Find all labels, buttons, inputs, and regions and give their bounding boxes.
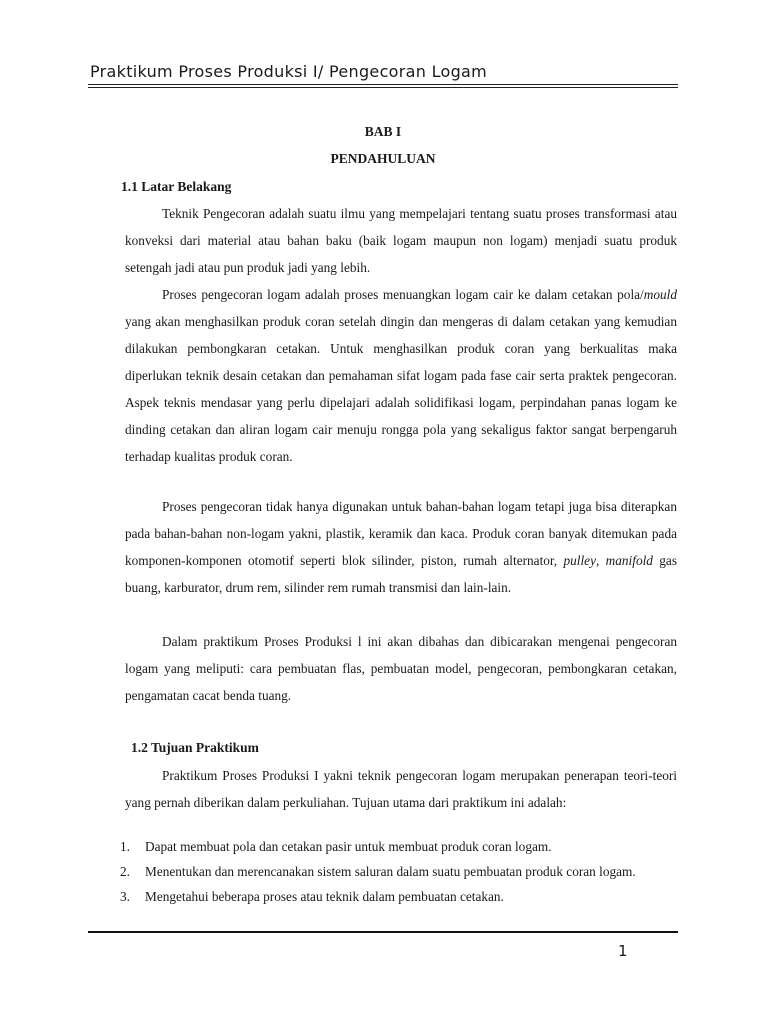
list-item — [120, 884, 678, 909]
running-header: Praktikum Proses Produksi I/ Pengecoran Logam — [90, 62, 488, 81]
chapter-label: BAB I — [364, 124, 402, 139]
header-rule-top — [88, 84, 678, 85]
footer-rule — [88, 931, 678, 933]
paragraph-tujuan: Praktikum Proses Produksi I yakni teknik pengecoran logam merupakan penerapan teori-teori yang pernah diberikan dalam perkuliahan. Tujuan utama dari praktikum ini adalah: — [125, 768, 677, 810]
section-heading-tujuan-praktikum: 1.2 Tujuan Praktikum — [131, 740, 259, 755]
italic-term-mould: mould — [643, 287, 677, 302]
paragraph-text: yang akan menghasilkan produk coran setelah dingin dan mengeras di dalam cetakan yang kemudian dilakukan pembongkaran cetakan. Untuk menghasilkan produk coran yang berkualitas maka diperlukan teknik desain cetakan dan pemahaman sifat logam pada fase cair serta praktek pengecoran. Aspek teknis mendasar yang perlu dipelajari adalah solidifikasi logam, perpindahan panas logam ke dinding cetakan dan aliran logam cair menuju rongga pola yang sekaligus faktor sangat berpengaruh terhadap kualitas produk coran. — [125, 314, 677, 464]
page-number: 1 — [618, 942, 628, 960]
objectives-list — [120, 834, 678, 909]
paragraph-text: , — [595, 553, 606, 568]
italic-term-pulley: pulley — [563, 553, 596, 568]
paragraph-text: Proses pengecoran logam adalah proses menuangkan logam cair ke dalam cetakan pola/ — [162, 287, 644, 302]
paragraph-teknik-pengecoran: Teknik Pengecoran adalah suatu ilmu yang mempelajari tentang suatu proses transformasi atau konveksi dari material atau bahan baku (baik logam maupun non logam) menjadi suatu produk setengah jadi atau pun produk jadi yang lebih. — [125, 206, 677, 275]
list-text: Mengetahui beberapa proses atau teknik dalam pembuatan cetakan. — [145, 889, 504, 904]
italic-term-manifold: manifold — [605, 553, 653, 568]
list-number: 3. — [120, 889, 130, 904]
paragraph-bahan-non-logam — [125, 493, 677, 601]
paragraph-text: Proses pengecoran tidak hanya digunakan untuk bahan-bahan logam tetapi juga bisa diterapkan pada bahan-bahan non-logam yakni, plastik, keramik dan kaca. Produk coran banyak ditemukan pada komponen-komponen otomotif seperti blok silinder, piston, rumah alternator, — [125, 499, 677, 568]
list-number: 2. — [120, 864, 130, 879]
paragraph-text: gas buang, karburator, drum rem, silinder rem rumah transmisi dan lain-lain. — [125, 553, 677, 595]
list-number: 1. — [120, 839, 130, 854]
list-text: Dapat membuat pola dan cetakan pasir untuk membuat produk coran logam. — [145, 839, 552, 854]
section-heading-latar-belakang: 1.1 Latar Belakang — [121, 179, 232, 194]
list-text: Menentukan dan merencanakan sistem saluran dalam suatu pembuatan produk coran logam. — [145, 864, 636, 879]
paragraph-dalam-praktikum: Dalam praktikum Proses Produksi l ini akan dibahas dan dibicarakan mengenai pengecoran logam yang meliputi: cara pembuatan flas, pembuatan model, pengecoran, pembongkaran cetakan, pengamatan cacat benda tuang. — [125, 634, 677, 703]
chapter-title: PENDAHULUAN — [330, 151, 436, 166]
list-item — [120, 859, 678, 884]
header-rule-bottom — [88, 87, 678, 88]
list-item — [120, 834, 678, 859]
paragraph-proses-pengecoran — [125, 281, 677, 470]
